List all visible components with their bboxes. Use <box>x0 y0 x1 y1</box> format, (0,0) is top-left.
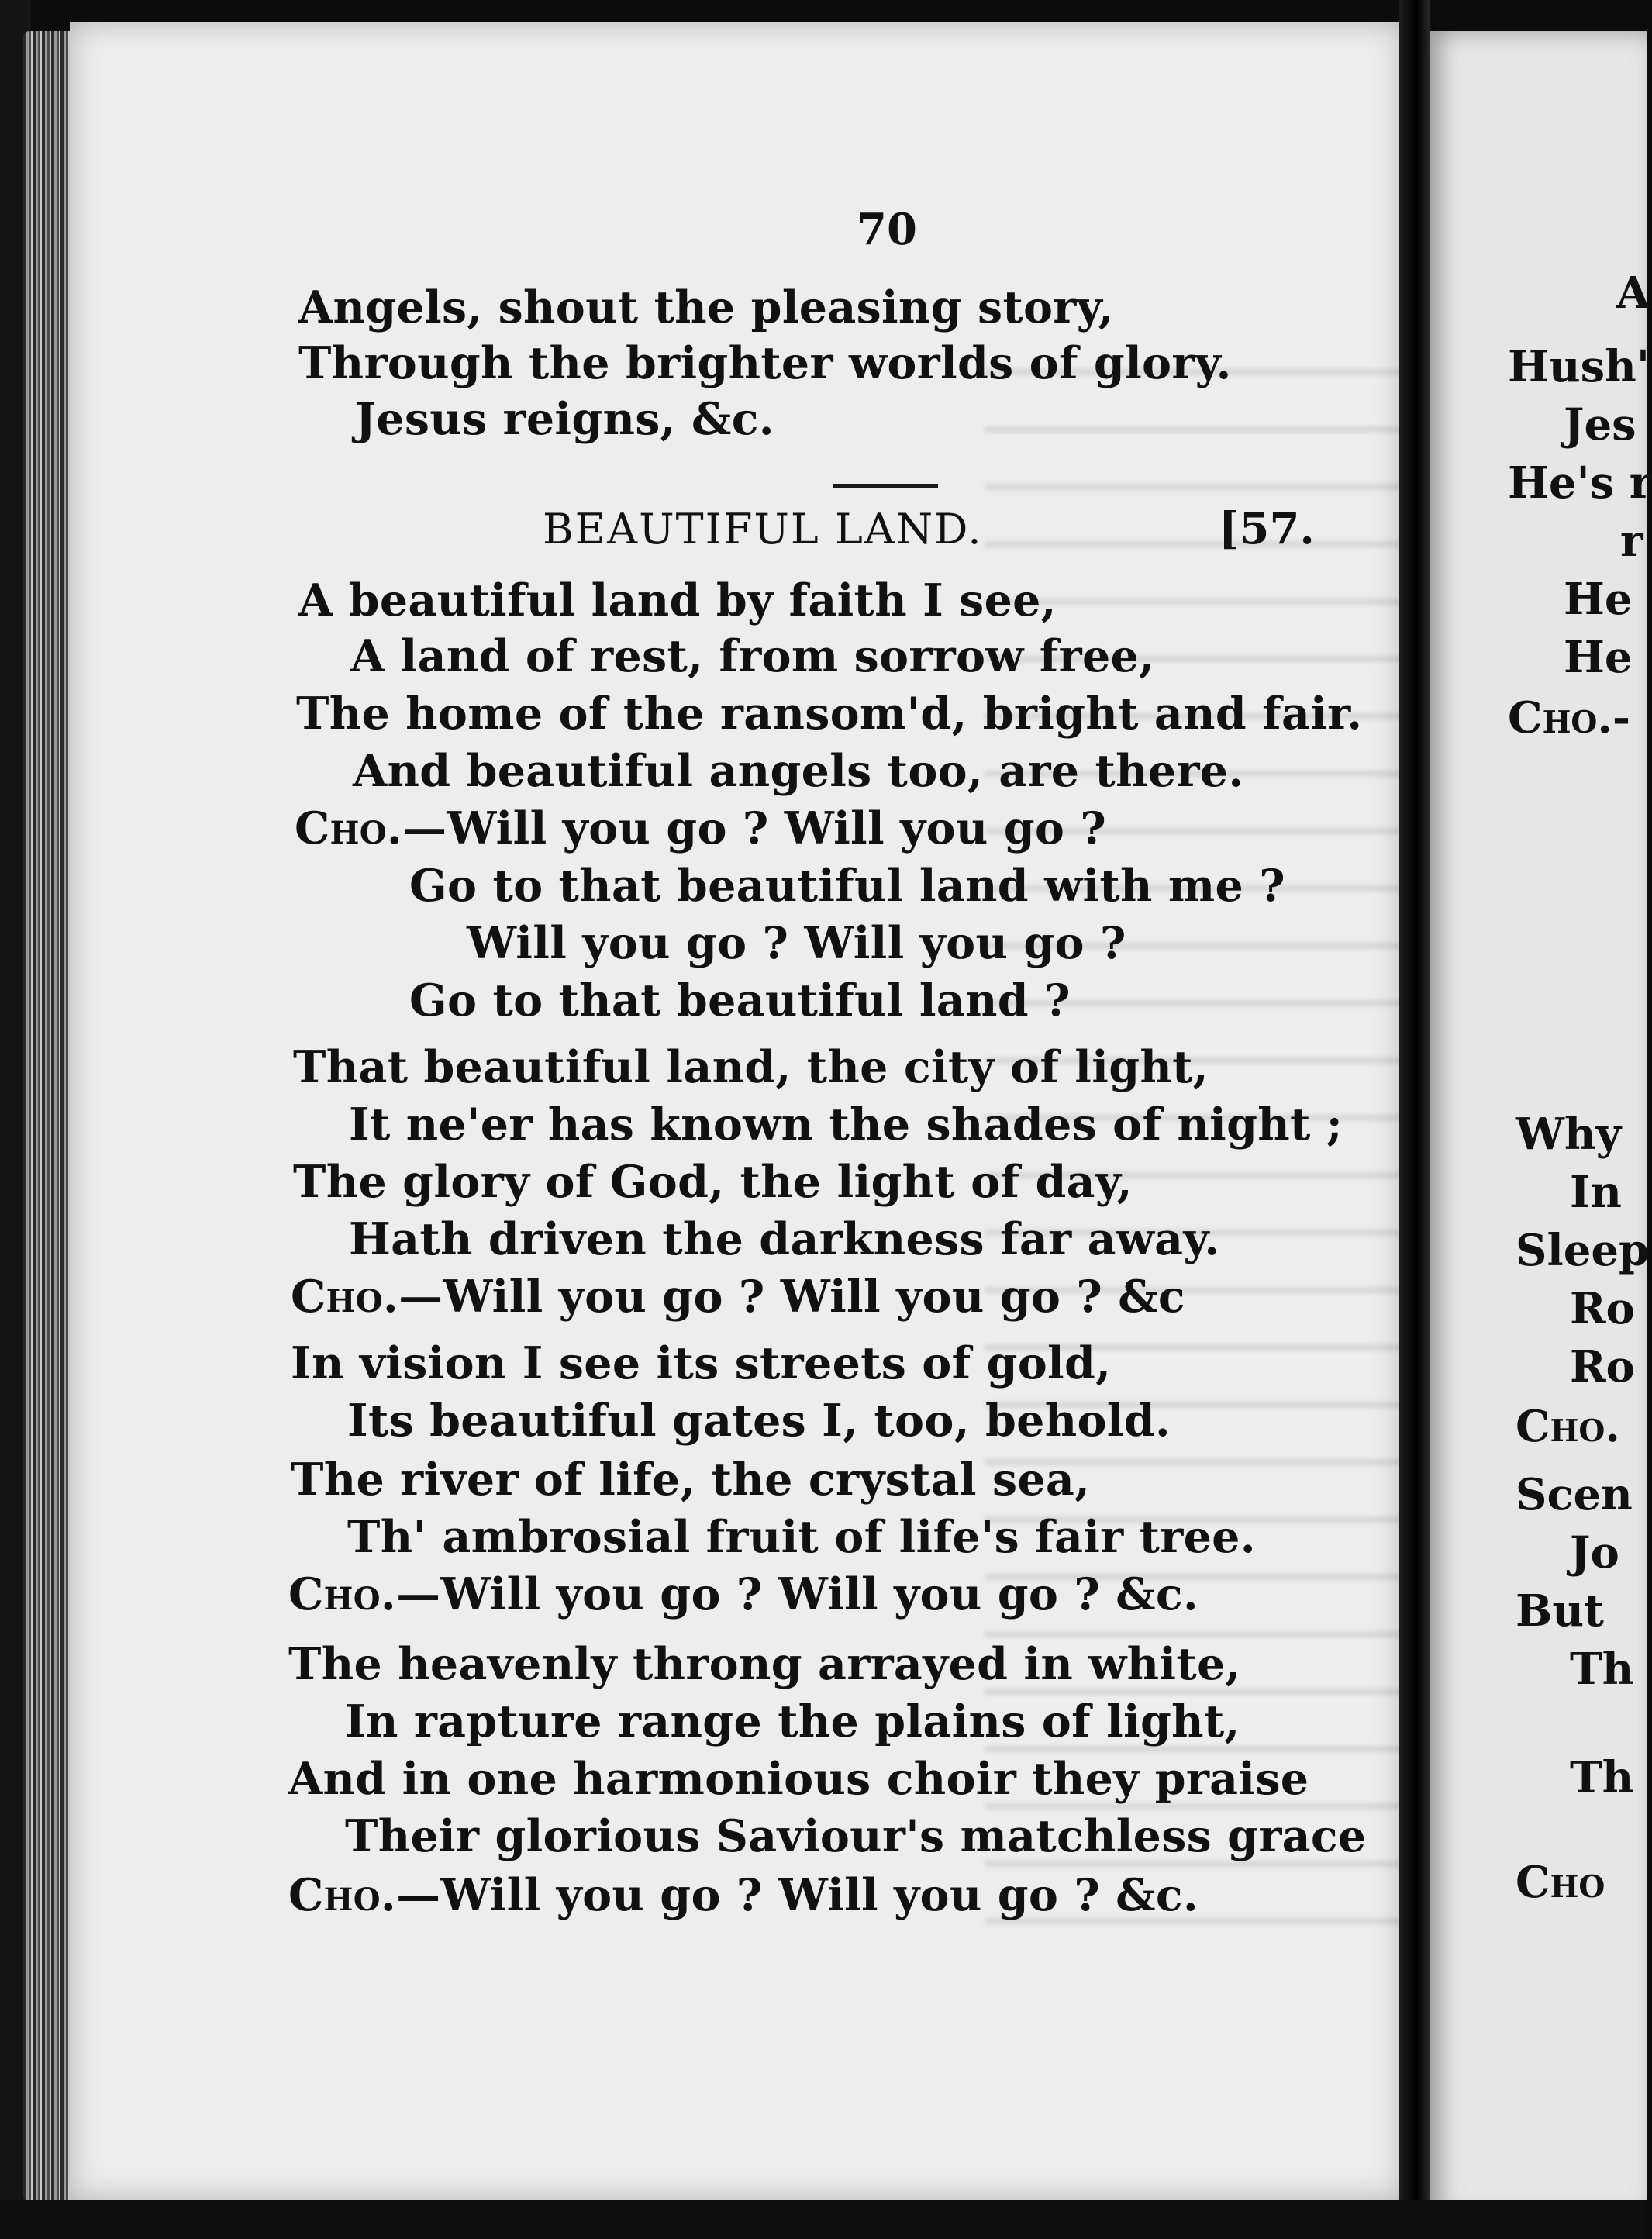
verse-line: In rapture range the plains of light, <box>345 1696 1240 1747</box>
verse-line: It ne'er has known the shades of night ; <box>349 1099 1343 1151</box>
verse-line: Angels, shout the pleasing story, <box>298 281 1114 333</box>
scan-bottom-border <box>0 2200 1647 2239</box>
facing-line: Cho.- <box>1508 692 1631 743</box>
page-number: 70 <box>857 204 917 255</box>
verse-line: The heavenly throng arrayed in white, <box>288 1638 1241 1690</box>
facing-line: A <box>1616 267 1650 319</box>
verse-line: The river of life, the crystal sea, <box>291 1454 1091 1506</box>
verse-line: The glory of God, the light of day, <box>293 1156 1133 1208</box>
chorus-line: Go to that beautiful land with me ? <box>409 860 1285 912</box>
facing-page <box>1430 31 1652 2217</box>
verse-line: In vision I see its streets of gold, <box>291 1337 1112 1389</box>
facing-line: He <box>1564 574 1633 625</box>
facing-line: He's r <box>1508 457 1652 509</box>
facing-line: Th <box>1570 1752 1634 1803</box>
hymn-title: BEAUTIFUL LAND. <box>543 505 983 554</box>
verse-line: And in one harmonious choir they praise <box>288 1753 1309 1805</box>
chorus-line <box>288 1869 1199 1921</box>
facing-line: But <box>1516 1585 1604 1637</box>
verse-line: Th' ambrosial fruit of life's fair tree. <box>347 1511 1256 1563</box>
facing-line: Jo <box>1570 1527 1619 1578</box>
verse-line: The home of the ransom'd, bright and fair. <box>296 688 1363 740</box>
chorus-line <box>291 1271 1185 1323</box>
chorus-line <box>295 802 1107 854</box>
verse-line: A beautiful land by faith I see, <box>298 574 1057 626</box>
chorus-text: —Will you go ? Will you go ? &c <box>398 1271 1185 1323</box>
facing-line: Cho. <box>1516 1401 1620 1452</box>
facing-line: Ro <box>1570 1341 1635 1392</box>
chorus-line <box>288 1568 1199 1620</box>
verse-line: Through the brighter worlds of glory. <box>298 337 1232 389</box>
facing-line: Jes <box>1564 399 1636 450</box>
facing-line: Ro <box>1570 1283 1635 1334</box>
chorus-text: —Will you go ? Will you go ? &c. <box>396 1568 1199 1620</box>
chorus-line: Go to that beautiful land ? <box>409 975 1071 1026</box>
facing-line: Hush' <box>1508 341 1650 392</box>
chorus-label: Cho. <box>288 1568 397 1620</box>
chorus-label: Cho. <box>291 1271 399 1323</box>
verse-line: Their glorious Saviour's matchless grace <box>345 1810 1367 1862</box>
chorus-text: —Will you go ? Will you go ? &c. <box>396 1869 1199 1921</box>
facing-line: Cho <box>1516 1857 1605 1908</box>
book-gutter <box>1399 0 1430 2239</box>
chorus-label: Cho. <box>288 1869 397 1921</box>
verse-line: Hath driven the darkness far away. <box>349 1213 1220 1265</box>
verse-line: Jesus reigns, &c. <box>355 393 774 445</box>
facing-line: Th <box>1570 1644 1634 1695</box>
facing-line: Scen <box>1516 1469 1633 1520</box>
facing-line: In <box>1570 1167 1622 1218</box>
chorus-line: Will you go ? Will you go ? <box>467 917 1126 969</box>
left-page <box>70 22 1403 2200</box>
verse-line: A land of rest, from sorrow free, <box>350 630 1155 682</box>
chorus-text: —Will you go ? Will you go ? <box>402 802 1107 854</box>
verse-line: And beautiful angels too, are there. <box>353 745 1244 797</box>
verse-line: Its beautiful gates I, too, behold. <box>347 1395 1171 1447</box>
section-rule <box>833 484 938 488</box>
hymn-number: [57. <box>1219 503 1315 554</box>
verse-line: That beautiful land, the city of light, <box>293 1041 1209 1093</box>
facing-line: r <box>1620 516 1643 567</box>
facing-line: He <box>1564 632 1633 683</box>
chorus-label: Cho. <box>295 802 403 854</box>
facing-line: Why <box>1516 1109 1622 1160</box>
facing-line: Sleep <box>1516 1225 1650 1276</box>
